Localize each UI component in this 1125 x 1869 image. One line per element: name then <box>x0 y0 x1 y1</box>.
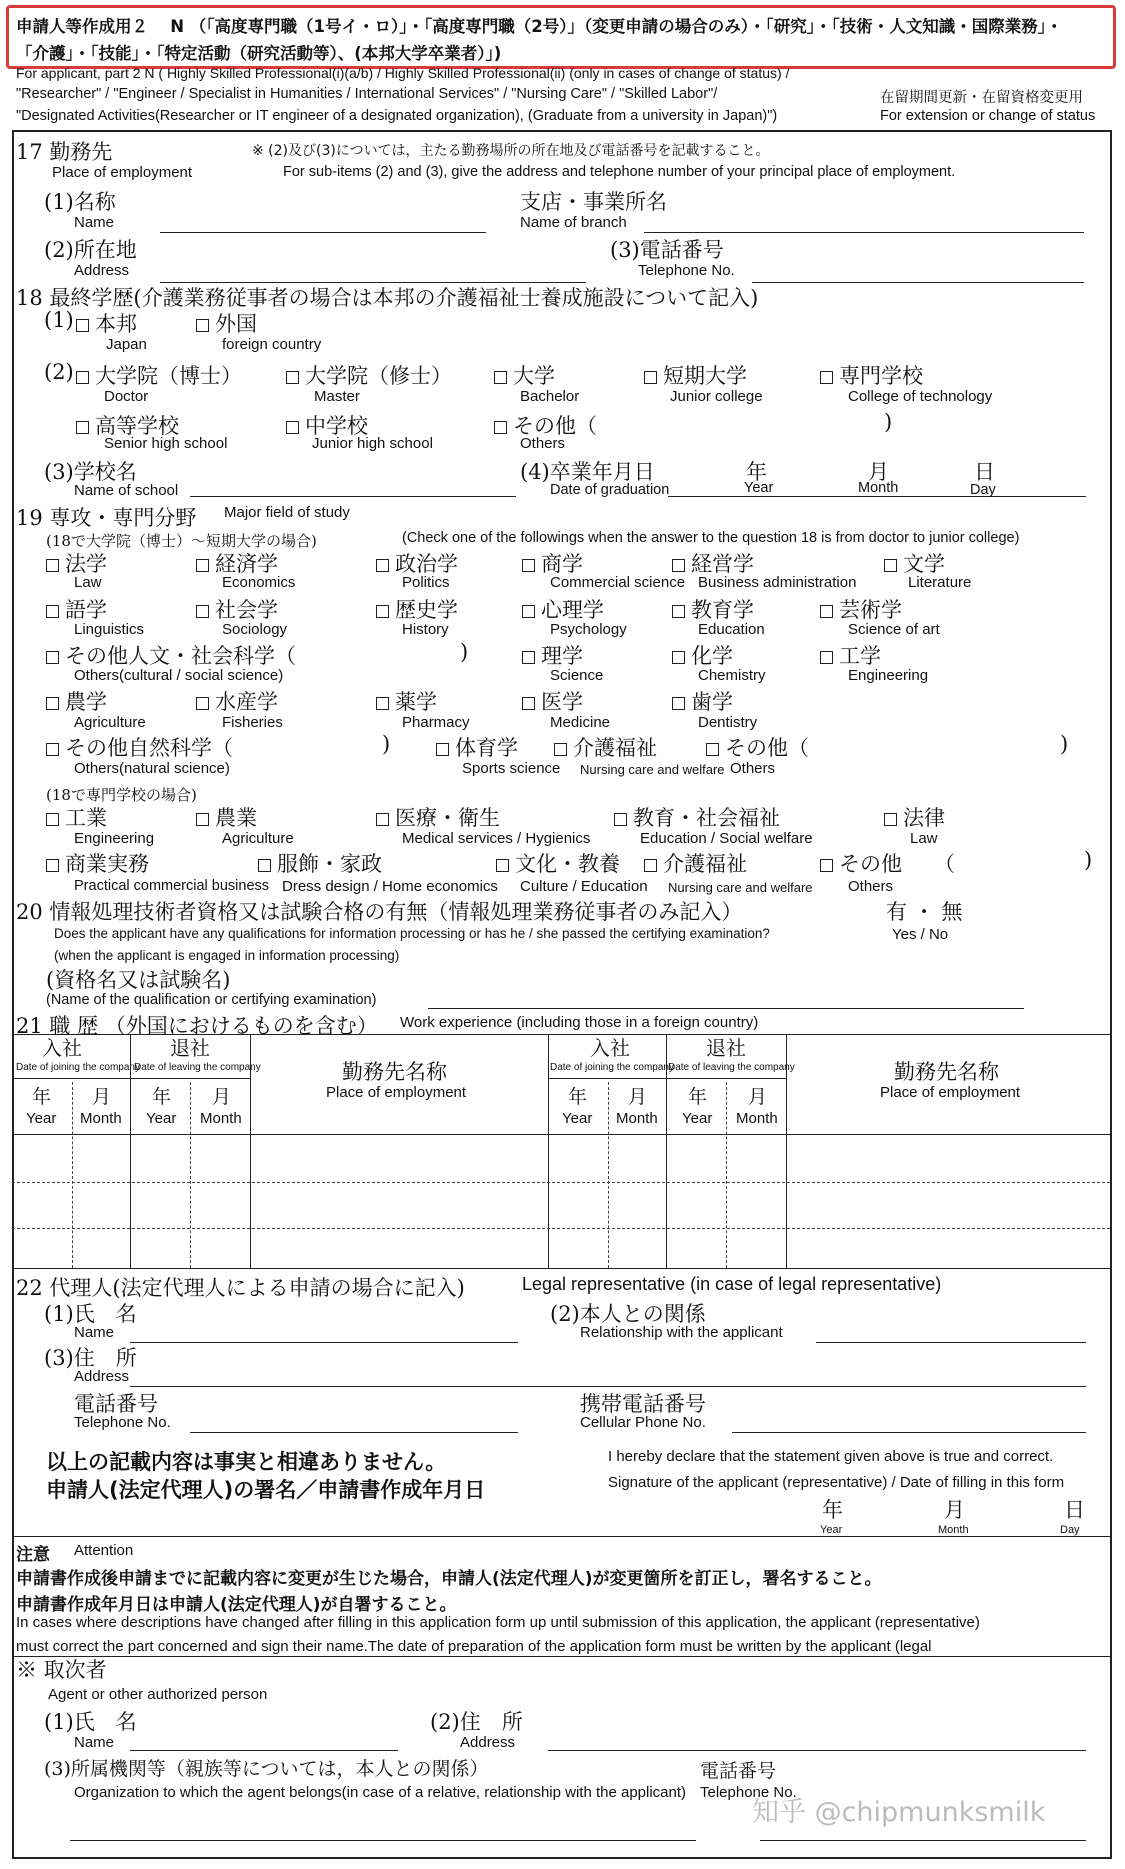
s19-field-linguistics[interactable]: 語学 <box>46 594 107 624</box>
checkbox[interactable] <box>522 605 535 618</box>
s19-field-linguistics-en: Linguistics <box>74 621 145 638</box>
s19-field-commerce-en: Commercial science <box>550 574 686 591</box>
s18-grad-month-en: Month <box>858 480 899 496</box>
s19-field-nursing-en: Nursing care and welfare <box>580 762 725 777</box>
s22-name-label-en: Name <box>74 1324 115 1341</box>
s21-month-3-en: Month <box>616 1110 658 1127</box>
s20-en2: (when the applicant is engaged in information processing) <box>54 948 400 963</box>
s19-voc-nursing-en: Nursing care and welfare <box>668 880 813 895</box>
agent-name-label-en: Name <box>74 1734 115 1751</box>
s17-branch-input[interactable] <box>644 232 1084 233</box>
checkbox[interactable] <box>196 697 209 710</box>
s19-field-science-en: Science <box>550 667 604 684</box>
attention-en1: In cases where descriptions have changed after filling in this application form up until submission of this application, the applicant (representative) <box>16 1614 980 1631</box>
s19-voc-others-open: （ <box>934 852 955 876</box>
s19-field-literature-en: Literature <box>908 574 972 591</box>
s19-field-other-humanities[interactable]: その他人文・社会科学（ <box>46 640 296 670</box>
form-title-en-line3: "Designated Activities(Researcher or IT engineer of a designated organization), (Graduate from a university in Japan)") <box>16 108 778 124</box>
s19-voc-dress-en: Dress design / Home economics <box>282 878 498 895</box>
s22-addr-label-en: Address <box>74 1368 130 1385</box>
s21-col-dash-3 <box>608 1082 609 1268</box>
s21-year-2-en: Year <box>146 1110 177 1127</box>
s18-others-close: ) <box>884 410 893 434</box>
checkbox[interactable] <box>76 421 89 434</box>
s19-field-psychology-en: Psychology <box>550 621 627 638</box>
checkbox[interactable] <box>496 859 509 872</box>
frame-left <box>12 130 14 1857</box>
checkbox[interactable] <box>376 605 389 618</box>
checkbox[interactable] <box>196 319 209 332</box>
checkbox[interactable] <box>196 605 209 618</box>
s20-en1: Does the applicant have any qualifications for information processing or has he / she passed the certifying examination? <box>54 926 770 941</box>
s18-level-doctor-en: Doctor <box>104 388 149 405</box>
declaration-jp2: 申請人(法定代理人)の署名／申請書作成年月日 <box>46 1478 486 1502</box>
s21-month-1-en: Month <box>80 1110 122 1127</box>
s19-voc-medical-en: Medical services / Hygienics <box>402 830 591 847</box>
checkbox[interactable] <box>672 559 685 572</box>
checkbox[interactable] <box>376 559 389 572</box>
s19-field-chemistry[interactable]: 化学 <box>672 640 733 670</box>
agent-title: ※ 取次者 <box>16 1658 107 1682</box>
s18-foreign-option[interactable]: 外国 <box>196 308 257 338</box>
s22-cell-label-en: Cellular Phone No. <box>580 1414 706 1431</box>
agent-addr-label: (2)住 所 <box>430 1710 523 1734</box>
s17-name-input[interactable] <box>160 232 486 233</box>
s21-place-label-1-en: Place of employment <box>326 1084 467 1101</box>
s19-field-art[interactable]: 芸術学 <box>820 594 902 624</box>
s19-field-education[interactable]: 教育学 <box>672 594 754 624</box>
s18-title: 18 最終学歴(介護業務従事者の場合は本邦の介護福祉士養成施設について記入) <box>16 286 759 310</box>
checkbox[interactable] <box>522 651 535 664</box>
s19-field-business[interactable]: 経営学 <box>672 548 754 578</box>
s18-level-junior-college[interactable]: 短期大学 <box>644 360 747 390</box>
form-title-line2: 「介護」・「技能」・「特定活動（研究活動等）、(本邦大学卒業者）」) <box>16 44 502 63</box>
s20-qual-label: (資格名又は試験名) <box>46 968 231 992</box>
s19-field-education-en: Education <box>698 621 765 638</box>
agent-tel-label-en: Telephone No. <box>700 1784 797 1801</box>
declaration-signature-line[interactable] <box>12 1536 1110 1537</box>
s20-qual-label-en: (Name of the qualification or certifying examination) <box>46 992 377 1008</box>
s19-voc-culture[interactable]: 文化・教養 <box>496 848 620 878</box>
s18-level-tech-college-en: College of technology <box>848 388 993 405</box>
s21-place-label-2-en: Place of employment <box>880 1084 1021 1101</box>
s19-field-agriculture[interactable]: 農学 <box>46 686 107 716</box>
s22-rel-input[interactable] <box>816 1342 1086 1343</box>
s21-year-2: 年 <box>152 1086 172 1108</box>
s21-col-dash-1 <box>72 1082 73 1268</box>
attention-title-en: Attention <box>74 1542 134 1559</box>
s19-field-medicine[interactable]: 医学 <box>522 686 583 716</box>
checkbox[interactable] <box>672 651 685 664</box>
s19-univ-note-jp: (18で大学院（博士）～短期大学の場合) <box>46 532 317 550</box>
s21-join-label-en: Date of joining the company <box>16 1062 140 1073</box>
s18-loc-prefix: (1) <box>44 308 74 332</box>
s18-grad-day-en: Day <box>970 482 996 498</box>
checkbox[interactable] <box>46 605 59 618</box>
attention-bottom-line <box>12 1656 1110 1657</box>
s18-grad-year: 年 <box>746 460 767 484</box>
frame-right <box>1110 130 1112 1857</box>
s19-field-commerce[interactable]: 商学 <box>522 548 583 578</box>
s19-field-politics-en: Politics <box>402 574 450 591</box>
checkbox[interactable] <box>258 859 271 872</box>
s19-field-politics[interactable]: 政治学 <box>376 548 458 578</box>
checkbox[interactable] <box>644 859 657 872</box>
s18-level-bachelor[interactable]: 大学 <box>494 360 555 390</box>
s19-title-en: Major field of study <box>224 504 350 521</box>
s19-field-fisheries-en: Fisheries <box>222 714 283 731</box>
checkbox[interactable] <box>436 743 449 756</box>
s21-date-header-line-2 <box>548 1078 786 1079</box>
s19-field-chemistry-en: Chemistry <box>698 667 766 684</box>
s19-field-engineering-en: Engineering <box>848 667 929 684</box>
s20-yes-no[interactable]: 有 ・ 無 <box>886 900 963 924</box>
s19-field-sociology[interactable]: 社会学 <box>196 594 278 624</box>
s21-table-bottom <box>12 1268 1110 1269</box>
s19-voc-others-en: Others <box>848 878 894 895</box>
s19-voc-commercial[interactable]: 商業実務 <box>46 848 149 878</box>
checkbox[interactable] <box>46 651 59 664</box>
s19-voc-others[interactable]: その他 <box>820 848 902 878</box>
declaration-jp1: 以上の記載内容は事実と相違ありません。 <box>46 1450 447 1474</box>
s21-col-dash-4 <box>726 1082 727 1268</box>
checkbox[interactable] <box>884 813 897 826</box>
s19-field-others[interactable]: その他（ <box>706 732 809 762</box>
s21-header-bottom <box>12 1134 1110 1135</box>
s18-level-bachelor-en: Bachelor <box>520 388 580 405</box>
declaration-en1: I hereby declare that the statement given above is true and correct. <box>608 1448 1054 1465</box>
s21-col-line-3 <box>548 1034 549 1268</box>
s21-row-divider-1 <box>12 1182 1110 1183</box>
s21-month-2: 月 <box>212 1086 232 1108</box>
checkbox[interactable] <box>820 651 833 664</box>
checkbox[interactable] <box>820 859 833 872</box>
checkbox[interactable] <box>522 559 535 572</box>
s19-field-others-en: Others <box>730 760 776 777</box>
s18-grad-label: (4)卒業年月日 <box>520 460 655 484</box>
s18-level-junior-high-en: Junior high school <box>312 435 433 452</box>
s21-year-4-en: Year <box>682 1110 713 1127</box>
s21-col-line-5 <box>786 1034 787 1268</box>
s18-grad-day: 日 <box>974 460 995 484</box>
agent-addr-input[interactable] <box>548 1750 1086 1751</box>
s21-col-dash-2 <box>190 1082 191 1268</box>
checkbox[interactable] <box>376 813 389 826</box>
s17-title: 17 勤務先 <box>16 140 113 164</box>
declaration-en2: Signature of the applicant (representative) / Date of filling in this form <box>608 1474 1065 1491</box>
s21-col-line-4 <box>666 1034 667 1268</box>
s18-japan-en: Japan <box>106 336 147 353</box>
s22-tel-label-en: Telephone No. <box>74 1414 171 1431</box>
checkbox[interactable] <box>884 559 897 572</box>
s17-tel-label-en: Telephone No. <box>638 262 735 279</box>
s18-level-master[interactable]: 大学院（修士） <box>286 360 452 390</box>
s19-field-engineering[interactable]: 工学 <box>820 640 881 670</box>
s21-date-header-line <box>12 1078 250 1079</box>
checkbox[interactable] <box>76 371 89 384</box>
checkbox[interactable] <box>672 605 685 618</box>
s19-field-sociology-en: Sociology <box>222 621 288 638</box>
s19-field-pharmacy[interactable]: 薬学 <box>376 686 437 716</box>
checkbox[interactable] <box>614 813 627 826</box>
s19-field-other-humanities-en: Others(cultural / social science) <box>74 667 284 684</box>
s19-field-law-en: Law <box>74 574 102 591</box>
s17-tel-input[interactable] <box>752 282 1084 283</box>
s22-rel-label: (2)本人との関係 <box>550 1302 706 1326</box>
s19-field-economics-en: Economics <box>222 574 296 591</box>
s18-level-others-en: Others <box>520 435 566 452</box>
s17-address-label: (2)所在地 <box>44 238 137 262</box>
s21-month-4: 月 <box>748 1086 768 1108</box>
s19-field-literature[interactable]: 文学 <box>884 548 945 578</box>
checkbox[interactable] <box>706 743 719 756</box>
s21-col-line-2 <box>250 1034 251 1268</box>
s21-leave-label-2-en: Date of leaving the company <box>668 1062 795 1073</box>
s21-leave-label-en: Date of leaving the company <box>134 1062 261 1073</box>
s19-field-sports-en: Sports science <box>462 760 561 777</box>
s22-addr-label: (3)住 所 <box>44 1346 137 1370</box>
s19-voc-dress[interactable]: 服飾・家政 <box>258 848 382 878</box>
checkbox[interactable] <box>196 813 209 826</box>
s19-title: 19 専攻・専門分野 <box>16 506 197 530</box>
checkbox[interactable] <box>644 371 657 384</box>
s19-field-fisheries[interactable]: 水産学 <box>196 686 278 716</box>
s18-school-input[interactable] <box>190 496 516 497</box>
s21-month-3: 月 <box>628 1086 648 1108</box>
s19-voc-education-welfare-en: Education / Social welfare <box>640 830 813 847</box>
declaration-year: 年 <box>822 1498 843 1522</box>
s19-voc-agriculture-en: Agriculture <box>222 830 294 847</box>
s22-cell-label: 携帯電話番号 <box>580 1392 706 1416</box>
s19-univ-note-en: (Check one of the followings when the answer to the question 18 is from doctor to junior college) <box>402 530 1020 546</box>
s19-field-law[interactable]: 法学 <box>46 548 107 578</box>
s21-year-1: 年 <box>32 1086 52 1108</box>
s18-school-label: (3)学校名 <box>44 460 137 484</box>
s22-cell-input[interactable] <box>732 1432 1086 1433</box>
s19-field-dentistry-en: Dentistry <box>698 714 758 731</box>
s21-join-label-2-en: Date of joining the company <box>550 1062 674 1073</box>
s21-title-en: Work experience (including those in a foreign country) <box>400 1014 759 1031</box>
checkbox[interactable] <box>46 813 59 826</box>
frame-bottom <box>12 1857 1112 1859</box>
s21-row-divider-2 <box>12 1228 1110 1229</box>
s19-voc-medical[interactable]: 医療・衛生 <box>376 802 500 832</box>
s22-title: 22 代理人(法定代理人による申請の場合に記入) <box>16 1276 465 1300</box>
s19-voc-note: (18で専門学校の場合) <box>46 786 197 804</box>
s21-year-3: 年 <box>568 1086 588 1108</box>
s18-level-tech-college[interactable]: 専門学校 <box>820 360 923 390</box>
s19-field-history-en: History <box>402 621 449 638</box>
attention-jp1: 申請書作成後申請までに記載内容に変更が生じた場合，申請人(法定代理人)が変更箇所を訂正し，署名すること。 <box>16 1569 882 1589</box>
s21-leave-label-2: 退社 <box>706 1036 746 1060</box>
s21-place-label-2: 勤務先名称 <box>894 1060 999 1084</box>
checkbox[interactable] <box>820 371 833 384</box>
s21-leave-label: 退社 <box>170 1036 210 1060</box>
s19-voc-others-close: ) <box>1084 848 1093 872</box>
checkbox[interactable] <box>286 421 299 434</box>
s19-other-natural-close: ) <box>382 732 391 756</box>
s19-field-pharmacy-en: Pharmacy <box>402 714 470 731</box>
s18-school-label-en: Name of school <box>74 482 179 499</box>
checkbox[interactable] <box>46 859 59 872</box>
agent-org-input[interactable] <box>70 1840 696 1841</box>
s17-address-label-en: Address <box>74 262 130 279</box>
agent-org-label-en: Organization to which the agent belongs(in case of a relative, relationship with the applicant) <box>74 1784 687 1801</box>
checkbox[interactable] <box>494 371 507 384</box>
s18-grad-label-en: Date of graduation <box>550 482 670 498</box>
attention-en2: must correct the part concerned and sign their name.The date of preparation of the application form must be written by the applicant (legal <box>16 1638 932 1655</box>
attention-jp2: 申請書作成年月日は申請人(法定代理人)が自署すること。 <box>16 1595 457 1615</box>
s17-note-jp: ※ (2)及び(3)については，主たる勤務場所の所在地及び電話番号を記載すること。 <box>252 143 770 159</box>
checkbox[interactable] <box>494 421 507 434</box>
agent-tel-input[interactable] <box>760 1840 1086 1841</box>
s19-field-other-natural[interactable]: その他自然科学（ <box>46 732 233 762</box>
s21-title: 21 職 歴 （外国におけるものを含む） <box>16 1014 378 1038</box>
checkbox[interactable] <box>672 697 685 710</box>
s18-japan-option[interactable]: 本邦 <box>76 308 137 338</box>
checkbox[interactable] <box>196 559 209 572</box>
s21-year-1-en: Year <box>26 1110 57 1127</box>
s22-addr-input[interactable] <box>130 1386 1086 1387</box>
checkbox[interactable] <box>376 697 389 710</box>
agent-title-en: Agent or other authorized person <box>48 1686 268 1703</box>
s18-foreign-en: foreign country <box>222 336 322 353</box>
s17-name-label: (1)名称 <box>44 190 116 214</box>
s17-note-en: For sub-items (2) and (3), give the address and telephone number of your principal place of employment. <box>283 164 956 180</box>
s22-title-en: Legal representative (in case of legal representative) <box>522 1274 942 1294</box>
s19-field-sports[interactable]: 体育学 <box>436 732 518 762</box>
s21-col-line-1 <box>130 1034 131 1268</box>
checkbox[interactable] <box>286 371 299 384</box>
s19-voc-engineering[interactable]: 工業 <box>46 802 107 832</box>
watermark: 知乎 @chipmunksmilk <box>752 1797 1046 1828</box>
s19-voc-law-en: Law <box>910 830 938 847</box>
declaration-day-en: Day <box>1060 1524 1080 1536</box>
s19-voc-nursing[interactable]: 介護福祉 <box>644 848 747 878</box>
checkbox[interactable] <box>554 743 567 756</box>
s19-voc-law[interactable]: 法律 <box>884 802 945 832</box>
s19-field-nursing[interactable]: 介護福祉 <box>554 732 657 762</box>
s18-grad-month: 月 <box>868 460 889 484</box>
checkbox[interactable] <box>820 605 833 618</box>
s20-qual-input[interactable] <box>428 1008 1024 1009</box>
s22-rel-label-en: Relationship with the applicant <box>580 1324 783 1341</box>
s18-level-prefix: (2) <box>44 360 74 384</box>
declaration-year-en: Year <box>820 1524 843 1536</box>
s21-year-4: 年 <box>688 1086 708 1108</box>
s20-title: 20 情報処理技術者資格又は試験合格の有無（情報処理業務従事者のみ記入） <box>16 900 743 924</box>
s18-grad-date-input[interactable] <box>668 496 1086 497</box>
s19-others-close: ) <box>1060 732 1069 756</box>
s20-yes-no-en: Yes / No <box>892 926 949 943</box>
s19-field-art-en: Science of art <box>848 621 940 638</box>
checkbox[interactable] <box>522 697 535 710</box>
s18-level-doctor[interactable]: 大学院（博士） <box>76 360 242 390</box>
s19-field-business-en: Business administration <box>698 574 857 591</box>
s22-name-input[interactable] <box>130 1342 518 1343</box>
s17-title-en: Place of employment <box>52 164 193 181</box>
s18-level-master-en: Master <box>314 388 360 405</box>
attention-title: 注意 <box>16 1545 50 1565</box>
s19-field-psychology[interactable]: 心理学 <box>522 594 604 624</box>
s19-other-humanities-close: ) <box>460 640 469 664</box>
declaration-month: 月 <box>944 1498 965 1522</box>
s18-grad-year-en: Year <box>744 480 774 496</box>
s19-voc-engineering-en: Engineering <box>74 830 155 847</box>
s19-field-economics[interactable]: 経済学 <box>196 548 278 578</box>
extension-label-en: For extension or change of status <box>880 108 1096 124</box>
s19-field-science[interactable]: 理学 <box>522 640 583 670</box>
declaration-day: 日 <box>1064 1498 1085 1522</box>
s19-voc-agriculture[interactable]: 農業 <box>196 802 257 832</box>
s21-month-2-en: Month <box>200 1110 242 1127</box>
checkbox[interactable] <box>46 559 59 572</box>
s17-tel-label: (3)電話番号 <box>610 238 724 262</box>
s17-branch-label-en: Name of branch <box>520 214 627 231</box>
s19-field-history[interactable]: 歴史学 <box>376 594 458 624</box>
s21-year-3-en: Year <box>562 1110 593 1127</box>
s19-field-other-natural-en: Others(natural science) <box>74 760 230 777</box>
agent-name-input[interactable] <box>130 1750 398 1751</box>
s19-field-agriculture-en: Agriculture <box>74 714 146 731</box>
s17-name-label-en: Name <box>74 214 115 231</box>
extension-label-jp: 在留期間更新・在留資格変更用 <box>880 90 1083 106</box>
checkbox[interactable] <box>46 697 59 710</box>
s21-month-4-en: Month <box>736 1110 778 1127</box>
s19-voc-education-welfare[interactable]: 教育・社会福祉 <box>614 802 780 832</box>
s18-level-senior-high-en: Senior high school <box>104 435 228 452</box>
checkbox[interactable] <box>76 319 89 332</box>
s22-name-label: (1)氏 名 <box>44 1302 137 1326</box>
frame-top <box>12 130 1110 132</box>
checkbox[interactable] <box>46 743 59 756</box>
s21-join-label: 入社 <box>42 1036 82 1060</box>
s21-join-label-2: 入社 <box>590 1036 630 1060</box>
s18-level-junior-high[interactable]: 中学校 <box>286 410 368 440</box>
s18-level-junior-college-en: Junior college <box>670 388 763 405</box>
declaration-month-en: Month <box>938 1524 969 1536</box>
form-title-en-line2: "Researcher" / "Engineer / Specialist in Humanities / International Services" / "Nursing Care" / "Skilled Labor"/ <box>16 86 718 102</box>
form-title-en-line1: For applicant, part 2 N ( Highly Skilled Professional(i)(a/b) / Highly Skilled Professional(ii) (only in cases of change of status) / <box>16 65 790 81</box>
s19-field-medicine-en: Medicine <box>550 714 611 731</box>
form-title-line1: 申請人等作成用２ N （「高度専門職（1号イ・ロ）」・「高度専門職（2号）」（変更申請の場合のみ）・「研究」・「技術・人文知識・国際業務」・ <box>16 17 1063 36</box>
s18-level-senior-high[interactable]: 高等学校 <box>76 410 179 440</box>
s21-place-label-1: 勤務先名称 <box>342 1060 447 1084</box>
agent-name-label: (1)氏 名 <box>44 1710 137 1734</box>
agent-org-label: (3)所属機関等（親族等については，本人との関係） <box>44 1758 489 1780</box>
s18-level-others[interactable]: その他（ <box>494 410 597 440</box>
s22-tel-label: 電話番号 <box>74 1392 158 1416</box>
agent-addr-label-en: Address <box>460 1734 516 1751</box>
agent-tel-label: 電話番号 <box>700 1760 777 1782</box>
s19-field-dentistry[interactable]: 歯学 <box>672 686 733 716</box>
s21-month-1: 月 <box>92 1086 112 1108</box>
s19-voc-commercial-en: Practical commercial business <box>74 878 270 894</box>
s19-voc-culture-en: Culture / Education <box>520 878 648 895</box>
s22-tel-input[interactable] <box>190 1432 518 1433</box>
s17-branch-label: 支店・事業所名 <box>520 190 667 214</box>
